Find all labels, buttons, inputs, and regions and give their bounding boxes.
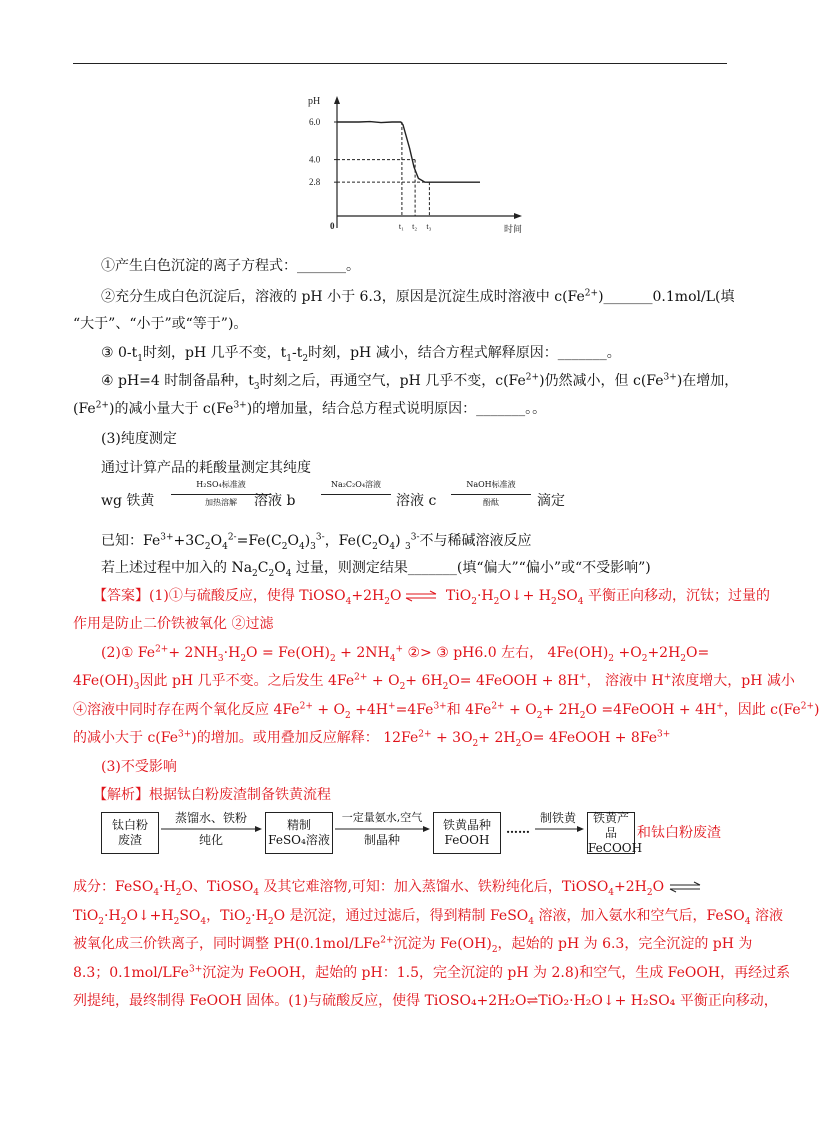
analysis-p2: $TiO_2\cdot H_2O↓+H_2SO_4$，$TiO_2\cdot H_2O$ 是沉淀，通过过滤后，得到精制 FeSO$_4$ 溶液，加入氨水和空气后，FeSO$_4$ 溶液 <box>73 908 783 927</box>
analysis-p3: 被氧化成三价铁离子，同时调整 PH(0.1mol/LFe$^{2+}$沉淀为 $Fe(OH)_2$，起始的 pH 为 6.3，完全沉淀的 pH 为 <box>73 935 753 955</box>
flow-start: wg 铁黄 <box>101 493 155 509</box>
purity-intro: 通过计算产品的耗酸量测定其纯度 <box>101 460 311 476</box>
header-rule <box>73 63 727 64</box>
ph-time-chart <box>290 88 540 238</box>
y-tick-label: 4.0 <box>309 154 321 165</box>
analysis-p1: 成分：$FeSO_4\cdot H_2O$、TiOSO$_4$ 及其它难溶物,可知：加入蒸馏水、铁粉纯化后，$TiOSO_4+2H_2O$ <box>73 877 733 897</box>
flow-arrow3-top: NaOH标准液 <box>466 480 516 489</box>
flow-tail: 和钛白粉废渣 <box>637 825 721 841</box>
flow-arrow3-bottom: 酚酞 <box>483 498 499 507</box>
flow-step3-top: 制铁黄 <box>539 811 576 825</box>
answer-line-2: 作用是防止二价铁被氧化 ②过滤 <box>73 616 274 632</box>
flow-step2-top: 一定量氨水,空气 <box>341 811 423 824</box>
equilibrium-arrow-icon <box>404 591 438 601</box>
answer-line-5: ④溶液中同时存在两个氧化反应 $4Fe^{2+} + O_2 +4H^+=4Fe^{3+}$和 $4Fe^{2+} + O_2+ 2H_2O$ =4FeOOH + 4H+，因此 $c(Fe^{2+})$ <box>73 701 819 721</box>
flow-step1-top: 蒸馏水、铁粉 <box>174 811 247 825</box>
flow-box-waste: 钛白粉 废渣 <box>101 812 159 854</box>
y-axis-label: pH <box>308 96 321 107</box>
flow-mid1: 溶液 b <box>254 493 296 509</box>
flow-arrow2-top: Na₂C₂O₄溶液 <box>330 480 382 489</box>
question-2: ②充分生成白色沉淀后，溶液的 pH 小于 6.3，原因是沉淀生成时溶液中 $c(Fe^{2+})\_\_\_\_\_\_\_0.1mol/L$(填 <box>101 288 735 305</box>
answer-line-4: $4Fe(OH)_3$因此 pH 几乎不变。之后发生 $4Fe^{2+} + O_2+ 6H_2O=$ 4FeOOH + 8H+， 溶液中 H+浓度增大，pH 减小 <box>73 672 795 692</box>
answer-line-6: 的减小大于 $c(Fe^{3+})$的增加。或用叠加反应解释： $12Fe^{2+} + 3O_2+ 2H_2O=$ 4FeOOH + $8Fe^{3+}$ <box>73 729 671 749</box>
equilibrium-arrow-icon <box>668 882 702 892</box>
flow-box-feso4: 精制 FeSO₄溶液 <box>265 812 333 854</box>
flow-arrow1-bottom: 加热溶解 <box>205 498 237 507</box>
known-reaction: 已知：$Fe^{3+}+3C_2O_4^{2-}=Fe(C_2O_4)_3^{3-}$，$Fe(C_2O_4)$ $_3^{3-}$不与稀碱溶液反应 <box>101 532 532 552</box>
analysis-p4: 8.3；0.1mol/LFe$^{3+}$沉淀为 FeOOH，起始的 pH：1.5，完全沉淀的 pH 为 2.8)和空气，生成 FeOOH，再经过系 <box>73 964 791 981</box>
arrow-icon <box>333 825 431 833</box>
question-4-cont: $(Fe^{2+})$的减小量大于 $c(Fe^{3+})$的增加量，结合总方程式说明原因：_______。。 <box>73 400 547 417</box>
answer-line-3: (2)① $Fe^{2+}+ 2NH_3\cdot H_2O = Fe(OH)_2 + 2NH_4^+$ ②> ③ pH6.0 左右， $4Fe(OH)_2 +O_2+2H_2O=$ <box>101 644 710 664</box>
question-1: ①产生白色沉淀的离子方程式：_______。 <box>101 258 360 274</box>
purity-heading: (3)纯度测定 <box>101 431 177 447</box>
question-4: ④ pH=4 时制备晶种，$t_3$时刻之后，再通空气，pH 几乎不变，$c(Fe^{2+})$仍然减小，但 $c(Fe^{3+})$在增加， <box>101 372 739 392</box>
flow-end: 滴定 <box>537 493 565 509</box>
flow-arrow2 <box>321 494 391 495</box>
x-tick-label: t₃ <box>426 222 432 231</box>
flow-box-product: 铁黄产品 FeCOOH <box>588 810 643 855</box>
analysis-p5: 列提纯，最终制得 FeOOH 固体。(1)与硫酸反应，使得 TiOSO₄+2H₂O⇌TiO₂·H₂O↓+ H₂SO₄ 平衡正向移动， <box>73 993 778 1009</box>
flow-box-seed: 铁黄晶种 FeOOH <box>433 812 501 854</box>
answer-line-7: (3)不受影响 <box>101 759 177 775</box>
y-tick-label: 6.0 <box>309 117 321 127</box>
flow-dots: …… <box>506 822 530 836</box>
y-axis-arrow <box>334 96 340 104</box>
flow-step2-bottom: 制晶种 <box>363 833 400 847</box>
question-2-cont: “大于”、“小于”或“等于”)。 <box>73 316 248 332</box>
x-axis-label: 时间 <box>504 224 523 234</box>
flow-mid2: 溶液 c <box>396 493 437 509</box>
arrow-icon <box>159 825 263 833</box>
x-tick-label: t₂ <box>412 222 418 231</box>
flow-step1-bottom: 纯化 <box>198 833 223 847</box>
process-flow <box>101 808 791 860</box>
y-tick-label: 2.8 <box>309 177 321 188</box>
question-3: ③ $0-t_1$时刻，pH 几乎不变，$t_1-t_2$时刻，pH 减小，结合方程式解释原因：_______。 <box>101 345 621 364</box>
arrow-icon <box>533 825 585 833</box>
titration-flow <box>101 478 581 518</box>
purity-question: 若上述过程中加入的 $Na_2C_2O_4$ 过量，则测定结果_______(填“偏大”“偏小”或“不受影响”) <box>101 560 651 579</box>
answer-line-1: 【答案】(1)①与硫酸反应，使得 $TiOSO_4+2H_2O$ $TiO_2\cdot H_2O↓+ H_2SO_4$ 平衡正向移动，沉钛；过量的 <box>93 588 770 607</box>
x-axis-arrow <box>514 213 522 219</box>
ph-series-line <box>337 122 480 183</box>
flow-arrow3 <box>451 494 531 495</box>
flow-arrow1-top: H₂SO₄标准液 <box>196 480 246 489</box>
x-tick-label: t₁ <box>398 222 404 231</box>
analysis-heading: 【解析】根据钛白粉废渣制备铁黄流程 <box>93 787 331 803</box>
origin-label: 0 <box>330 221 335 231</box>
